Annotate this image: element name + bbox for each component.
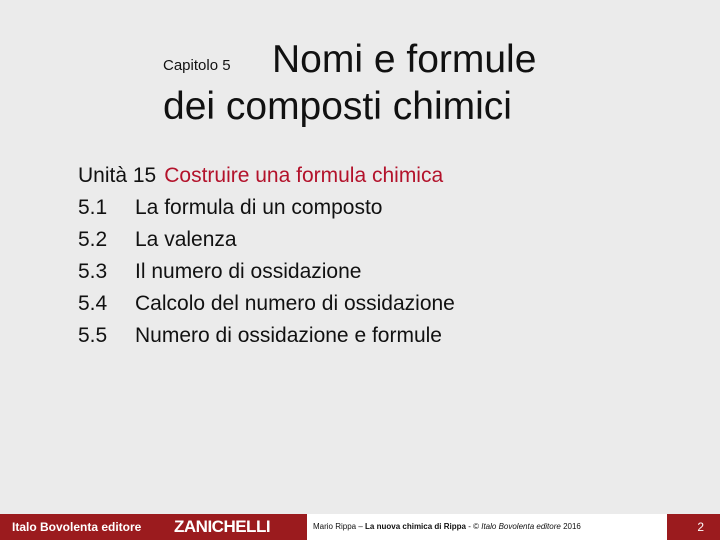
toc-item-number: 5.4 xyxy=(78,292,108,315)
credit-box xyxy=(307,514,667,540)
slide-title-line1: Nomi e formule xyxy=(272,38,537,81)
zanichelli-logo: ZANICHELLI xyxy=(174,517,271,536)
publisher-logo: Italo Bovolenta editore xyxy=(12,520,142,534)
unit-title: Costruire una formula chimica xyxy=(164,164,444,187)
chapter-label: Capitolo 5 xyxy=(163,57,231,74)
slide-title-line2: dei composti chimici xyxy=(163,85,512,128)
page-number: 2 xyxy=(697,520,704,534)
unit-label: Unità 15 xyxy=(78,164,157,187)
toc-item-number: 5.3 xyxy=(78,260,108,283)
credit-author: Mario Rippa – xyxy=(313,522,363,531)
footer-bar xyxy=(0,514,720,540)
toc-item xyxy=(78,224,678,256)
toc-item xyxy=(78,192,678,224)
toc-item-text: Numero di ossidazione e formule xyxy=(135,324,442,347)
toc-item-number: 5.2 xyxy=(78,228,108,251)
title-block xyxy=(0,0,720,140)
toc-item-text: La formula di un composto xyxy=(135,196,383,219)
credit-separator: - © xyxy=(465,522,479,531)
toc-item-number: 5.1 xyxy=(78,196,108,219)
toc-item xyxy=(78,256,678,288)
credit-publisher: Italo Bovolenta editore xyxy=(481,522,561,531)
toc-item-text: La valenza xyxy=(135,228,237,251)
credit-text xyxy=(313,514,581,540)
table-of-contents xyxy=(78,160,678,352)
toc-item-text: Il numero di ossidazione xyxy=(135,260,362,283)
credit-year: 2016 xyxy=(563,522,581,531)
credit-book: La nuova chimica di Rippa xyxy=(365,522,466,531)
toc-item-number: 5.5 xyxy=(78,324,108,347)
toc-item xyxy=(78,320,678,352)
unit-heading xyxy=(78,160,678,192)
toc-item-text: Calcolo del numero di ossidazione xyxy=(135,292,455,315)
toc-item xyxy=(78,288,678,320)
